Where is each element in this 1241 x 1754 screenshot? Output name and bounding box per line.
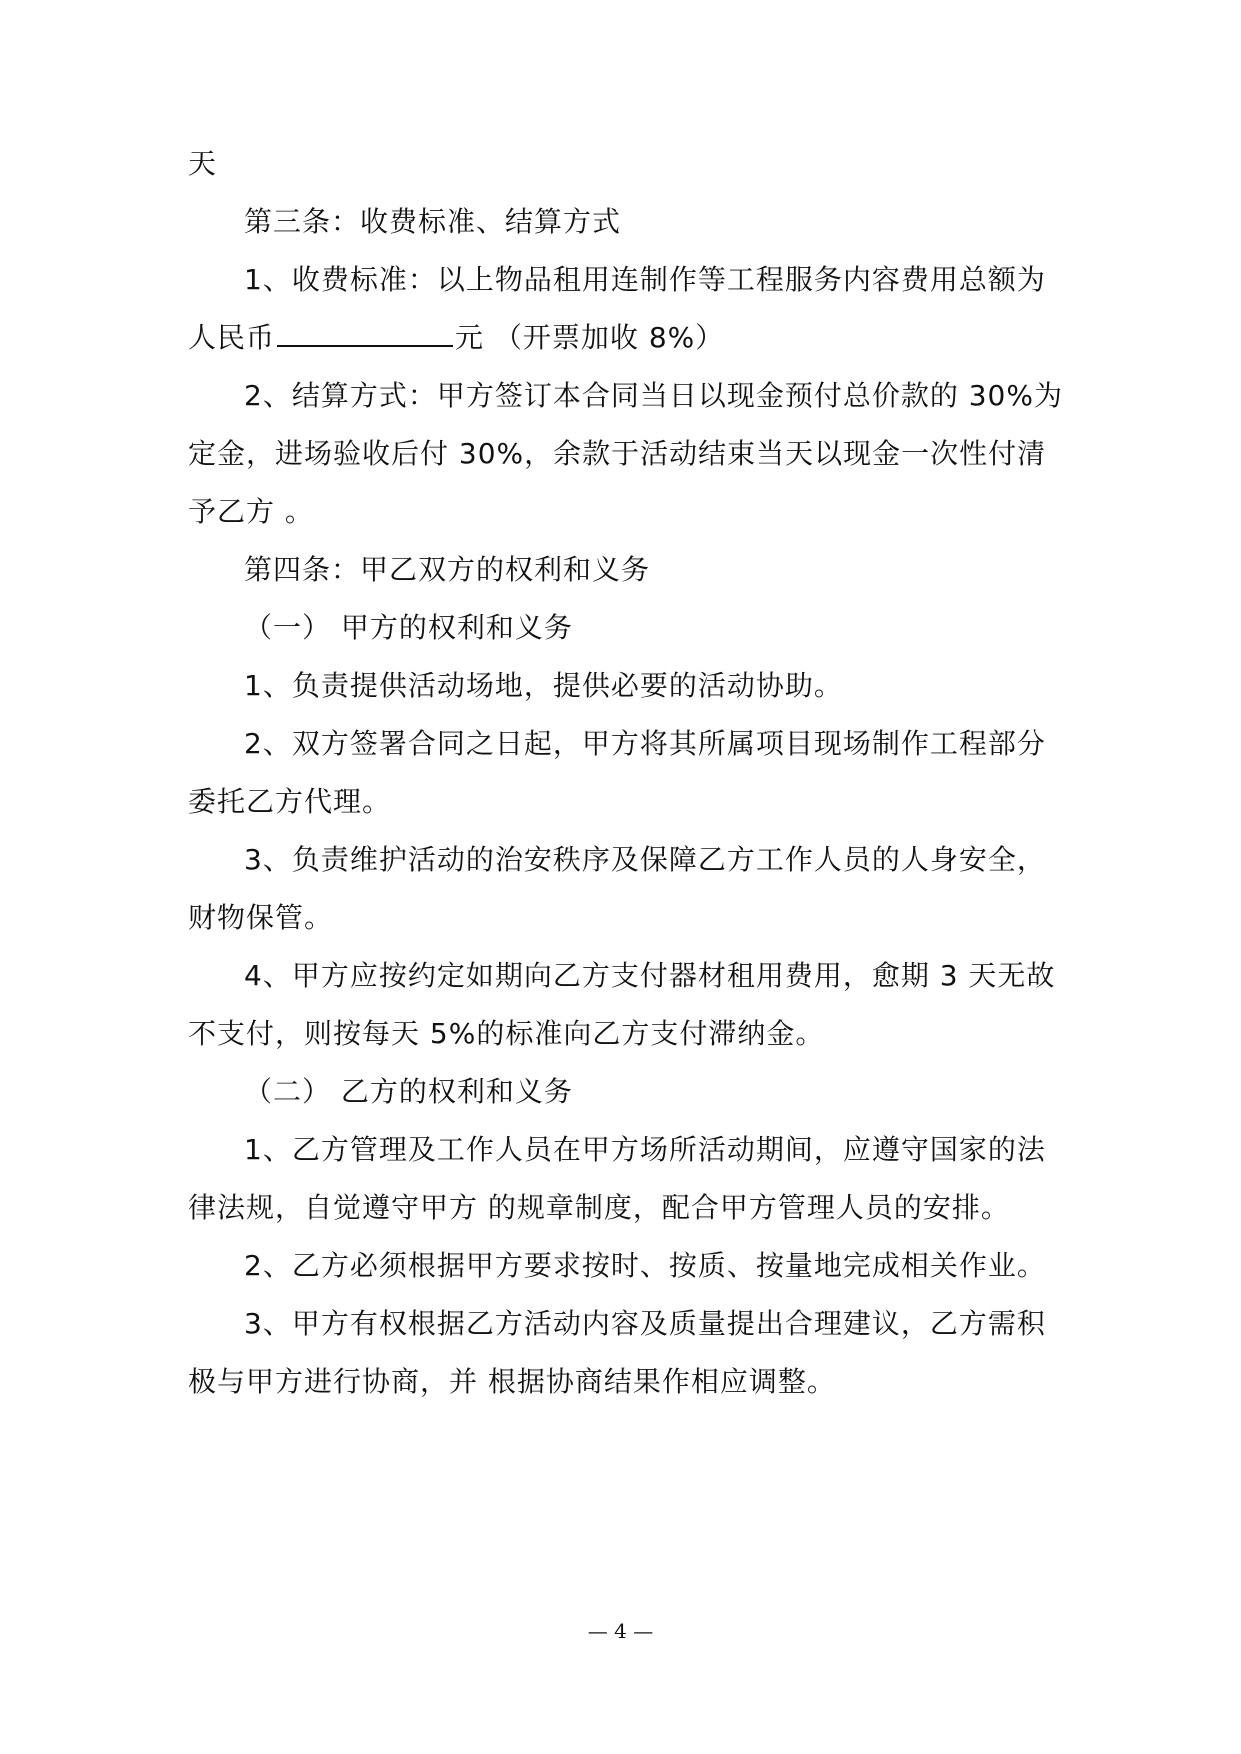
page-number: — 4 — bbox=[587, 1619, 654, 1643]
text-line: 1、收费标准：以上物品租用连制作等工程服务内容费用总额为 bbox=[244, 263, 1046, 296]
text-line: 2、乙方必须根据甲方要求按时、按质、按量地完成相关作业。 bbox=[244, 1249, 1046, 1282]
text-line: 3、甲方有权根据乙方活动内容及质量提出合理建议，乙方需积 bbox=[244, 1307, 1046, 1340]
amount-prefix: 人民币 bbox=[188, 321, 276, 354]
text-line: 4、甲方应按约定如期向乙方支付器材租用费用，愈期 3 天无故 bbox=[244, 959, 1056, 992]
amount-suffix: 元 （开票加收 8%） bbox=[455, 321, 725, 354]
text-line: 天 bbox=[188, 147, 218, 180]
text-line: 予乙方 。 bbox=[188, 495, 314, 528]
text-line: 律法规，自觉遵守甲方 的规章制度，配合甲方管理人员的安排。 bbox=[188, 1191, 1010, 1224]
text-line: 定金，进场验收后付 30%，余款于活动结束当天以现金一次性付清 bbox=[188, 437, 1047, 470]
text-line: 2、双方签署合同之日起，甲方将其所属项目现场制作工程部分 bbox=[244, 727, 1046, 760]
section-heading-4: 第四条：甲乙双方的权利和义务 bbox=[244, 553, 651, 586]
subsection-heading-1: （一） 甲方的权利和义务 bbox=[244, 611, 573, 644]
text-line: 3、负责维护活动的治安秩序及保障乙方工作人员的人身安全， bbox=[244, 843, 1046, 876]
text-line: 不支付，则按每天 5%的标准向乙方支付滞纳金。 bbox=[188, 1017, 825, 1050]
subsection-heading-2: （二） 乙方的权利和义务 bbox=[244, 1075, 573, 1108]
text-line: 委托乙方代理。 bbox=[188, 785, 392, 818]
text-line: 2、结算方式：甲方签订本合同当日以现金预付总价款的 30%为 bbox=[244, 379, 1063, 412]
text-line: 财物保管。 bbox=[188, 901, 334, 934]
amount-line bbox=[188, 320, 724, 356]
text-line: 1、负责提供活动场地，提供必要的活动协助。 bbox=[244, 669, 843, 702]
text-line: 1、乙方管理及工作人员在甲方场所活动期间，应遵守国家的法 bbox=[244, 1133, 1046, 1166]
amount-blank bbox=[277, 321, 453, 347]
text-line: 极与甲方进行协商，并 根据协商结果作相应调整。 bbox=[188, 1365, 836, 1398]
section-heading-3: 第三条：收费标准、结算方式 bbox=[244, 205, 622, 238]
